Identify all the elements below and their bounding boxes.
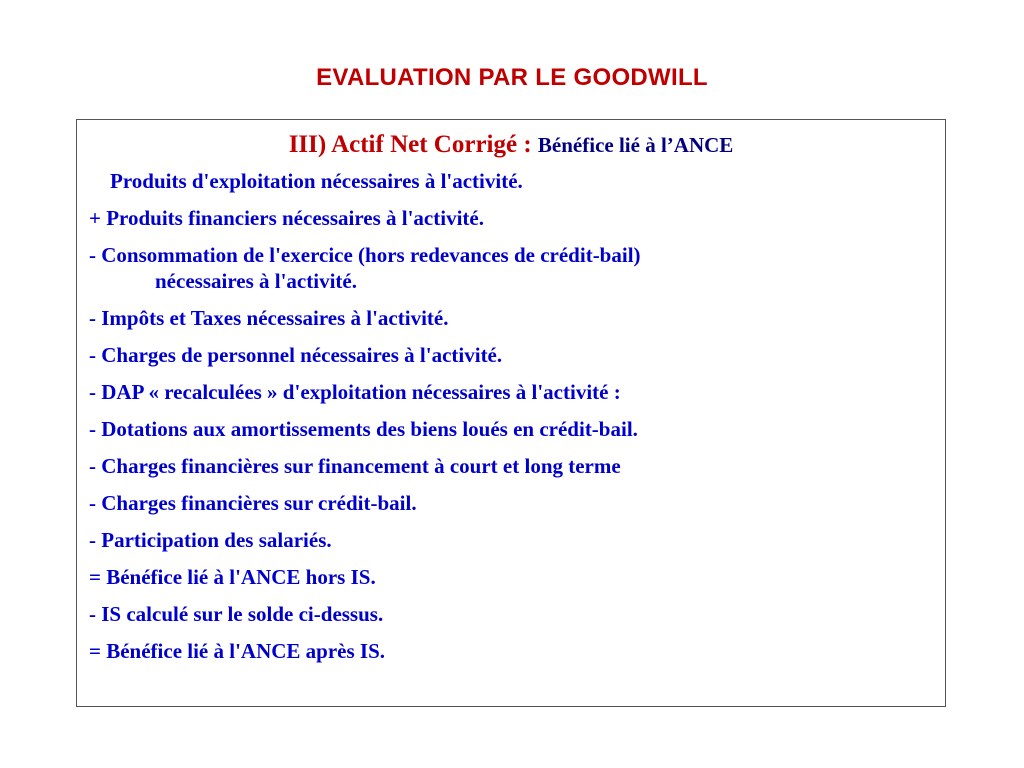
line-produits-financiers: + Produits financiers nécessaires à l'activité. (89, 206, 484, 230)
content-box (76, 119, 946, 707)
line-charges-personnel: - Charges de personnel nécessaires à l'activité. (89, 343, 503, 367)
section-heading (77, 130, 945, 163)
line-dap-recalculees: - DAP « recalculées » d'exploitation nécessaires à l'activité : (89, 380, 621, 404)
line-charges-financieres-credit-bail: - Charges financières sur crédit-bail. (89, 491, 417, 515)
section-heading-main: III) Actif Net Corrigé : (288, 131, 538, 158)
line-charges-financieres-financement: - Charges financières sur financement à court et long terme (89, 454, 621, 478)
slide-title: EVALUATION PAR LE GOODWILL (316, 64, 708, 91)
line-dotations-amortissements: - Dotations aux amortissements des biens loués en crédit-bail. (89, 417, 638, 441)
line-is-calcule: - IS calculé sur le solde ci-dessus. (89, 602, 384, 626)
line-consommation-exercice (89, 242, 939, 305)
line-participation-salaries: - Participation des salariés. (89, 528, 332, 552)
line-produits-exploitation: Produits d'exploitation nécessaires à l'activité. (110, 169, 523, 193)
line-benefice-hors-is: = Bénéfice lié à l'ANCE hors IS. (89, 565, 376, 589)
line-consommation-continuation: nécessaires à l'activité. (155, 269, 357, 293)
line-consommation-text: - Consommation de l'exercice (hors redevances de crédit-bail) (89, 243, 641, 267)
section-heading-sub: Bénéfice lié à l’ANCE (537, 133, 734, 157)
line-impots-taxes: - Impôts et Taxes nécessaires à l'activité. (89, 306, 449, 330)
line-benefice-apres-is: = Bénéfice lié à l'ANCE après IS. (89, 639, 386, 663)
calculation-lines (89, 168, 939, 675)
